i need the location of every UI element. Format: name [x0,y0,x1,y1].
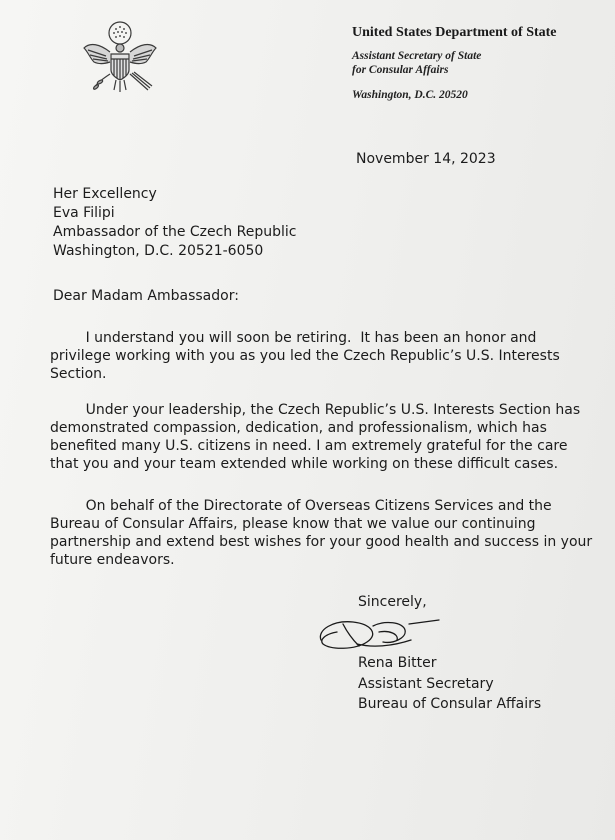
paragraph-line: benefited many U.S. citizens in need. I am extremely grateful for the care [50,438,568,454]
office-line-1: Assistant Secretary of State [352,50,482,62]
paragraph-line: Bureau of Consular Affairs, please know that we value our continuing [50,516,536,532]
letter-date: November 14, 2023 [356,151,496,167]
closing: Sincerely, [358,594,427,610]
handwritten-signature [313,610,443,658]
great-seal-icon [80,18,160,102]
signatory-name: Rena Bitter [358,655,437,671]
department-name: United States Department of State [352,25,557,40]
letterhead [352,25,612,101]
paragraph-line: partnership and extend best wishes for your good health and success in your [50,534,593,550]
paragraph-line: privilege working with you as you led the Czech Republic’s U.S. Interests [50,348,560,364]
salutation: Dear Madam Ambassador: [53,288,239,304]
body-paragraph-3 [50,497,593,569]
paragraph-line: future endeavors. [50,552,175,568]
recipient-line: Washington, D.C. 20521-6050 [53,243,264,259]
paragraph-line: demonstrated compassion, dedication, and professionalism, which has [50,420,547,436]
paragraph-line: that you and your team extended while working on these difficult cases. [50,456,559,472]
paragraph-line: I understand you will soon be retiring. It has been an honor and [50,330,537,346]
signature-block [358,655,541,717]
recipient-line: Eva Filipi [53,205,115,221]
body-paragraph-1 [50,329,560,383]
recipient-address [53,186,296,262]
recipient-line: Ambassador of the Czech Republic [53,224,297,240]
signatory-title: Assistant Secretary [358,675,494,692]
paragraph-line: On behalf of the Directorate of Overseas Citizens Services and the [50,498,552,514]
letterhead-city: Washington, D.C. 20520 [352,89,468,101]
recipient-line: Her Excellency [53,186,157,202]
signatory-bureau: Bureau of Consular Affairs [358,696,542,712]
body-paragraph-2 [50,401,581,473]
paragraph-line: Under your leadership, the Czech Republic’s U.S. Interests Section has [50,402,581,418]
office-line-2: for Consular Affairs [352,64,449,76]
paragraph-line: Section. [50,366,107,382]
